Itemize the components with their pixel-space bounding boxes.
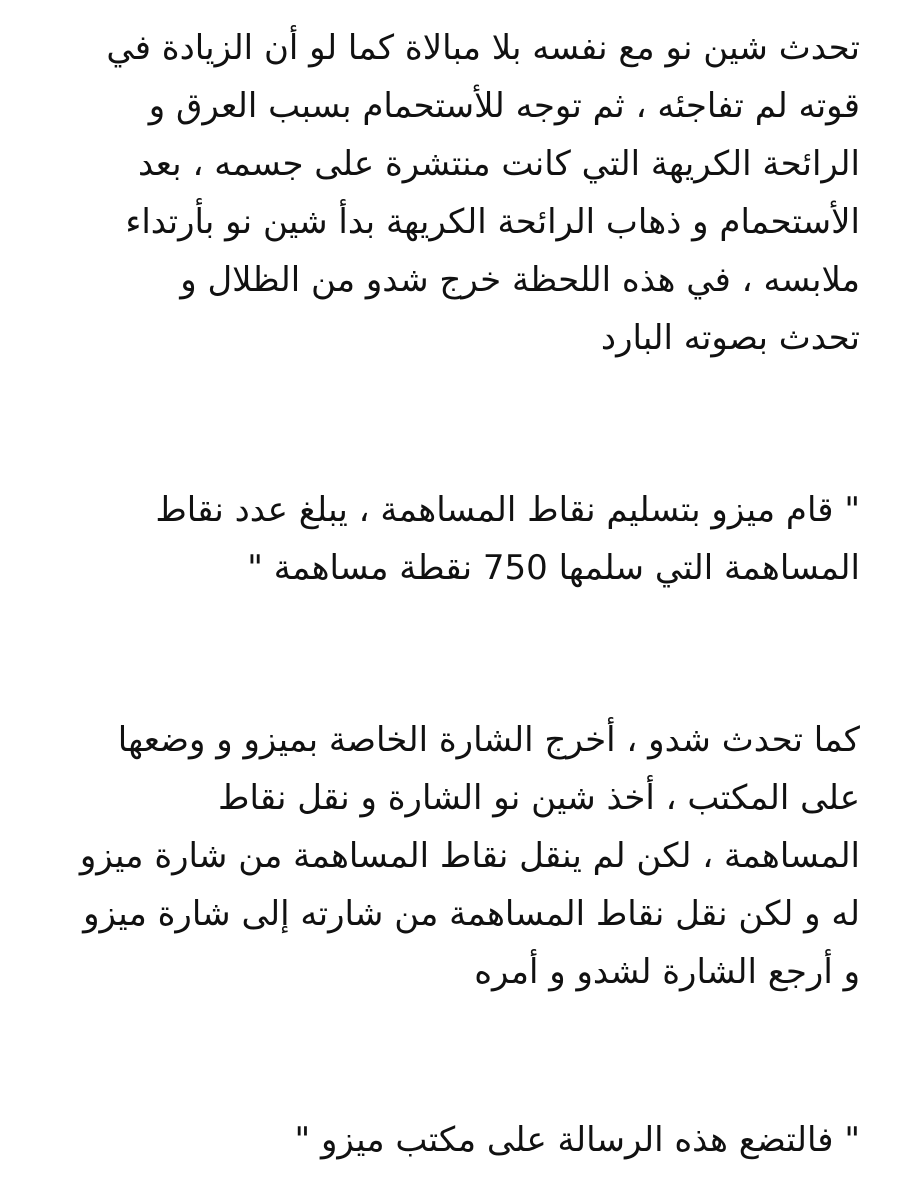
narrative-paragraph: كما تحدث شدو ، أخرج الشارة الخاصة بميزو و وضعها على المكتب ، أخذ شين نو الشارة و نقل نقاط المساهمة ، لكن لم ينقل نقاط المساهمة من شارة ميزو له و لكن نقل نقاط المساهمة من شارته إلى شارة ميزو و أرجع الشارة لشدو و أمره bbox=[79, 720, 860, 992]
dialogue-paragraph: " قام ميزو بتسليم نقاط المساهمة ، يبلغ عدد نقاط المساهمة التي سلمها 750 نقطة مساهمة " bbox=[155, 490, 860, 588]
narrative-paragraph: تحدث شين نو مع نفسه بلا مبالاة كما لو أن الزيادة في قوته لم تفاجئه ، ثم توجه للأستحمام بسبب العرق و الرائحة الكريهة التي كانت منتشرة على جسمه ، بعد الأستحمام و ذهاب الرائحة الكريهة بدأ شين نو بأرتداء ملابسه ، في هذه اللحظة خرج شدو من الظلال و تحدث بصوته البارد bbox=[106, 28, 860, 358]
dialogue-paragraph: " فالتضع هذه الرسالة على مكتب ميزو " bbox=[294, 1120, 860, 1160]
document-page bbox=[40, 0, 860, 1200]
